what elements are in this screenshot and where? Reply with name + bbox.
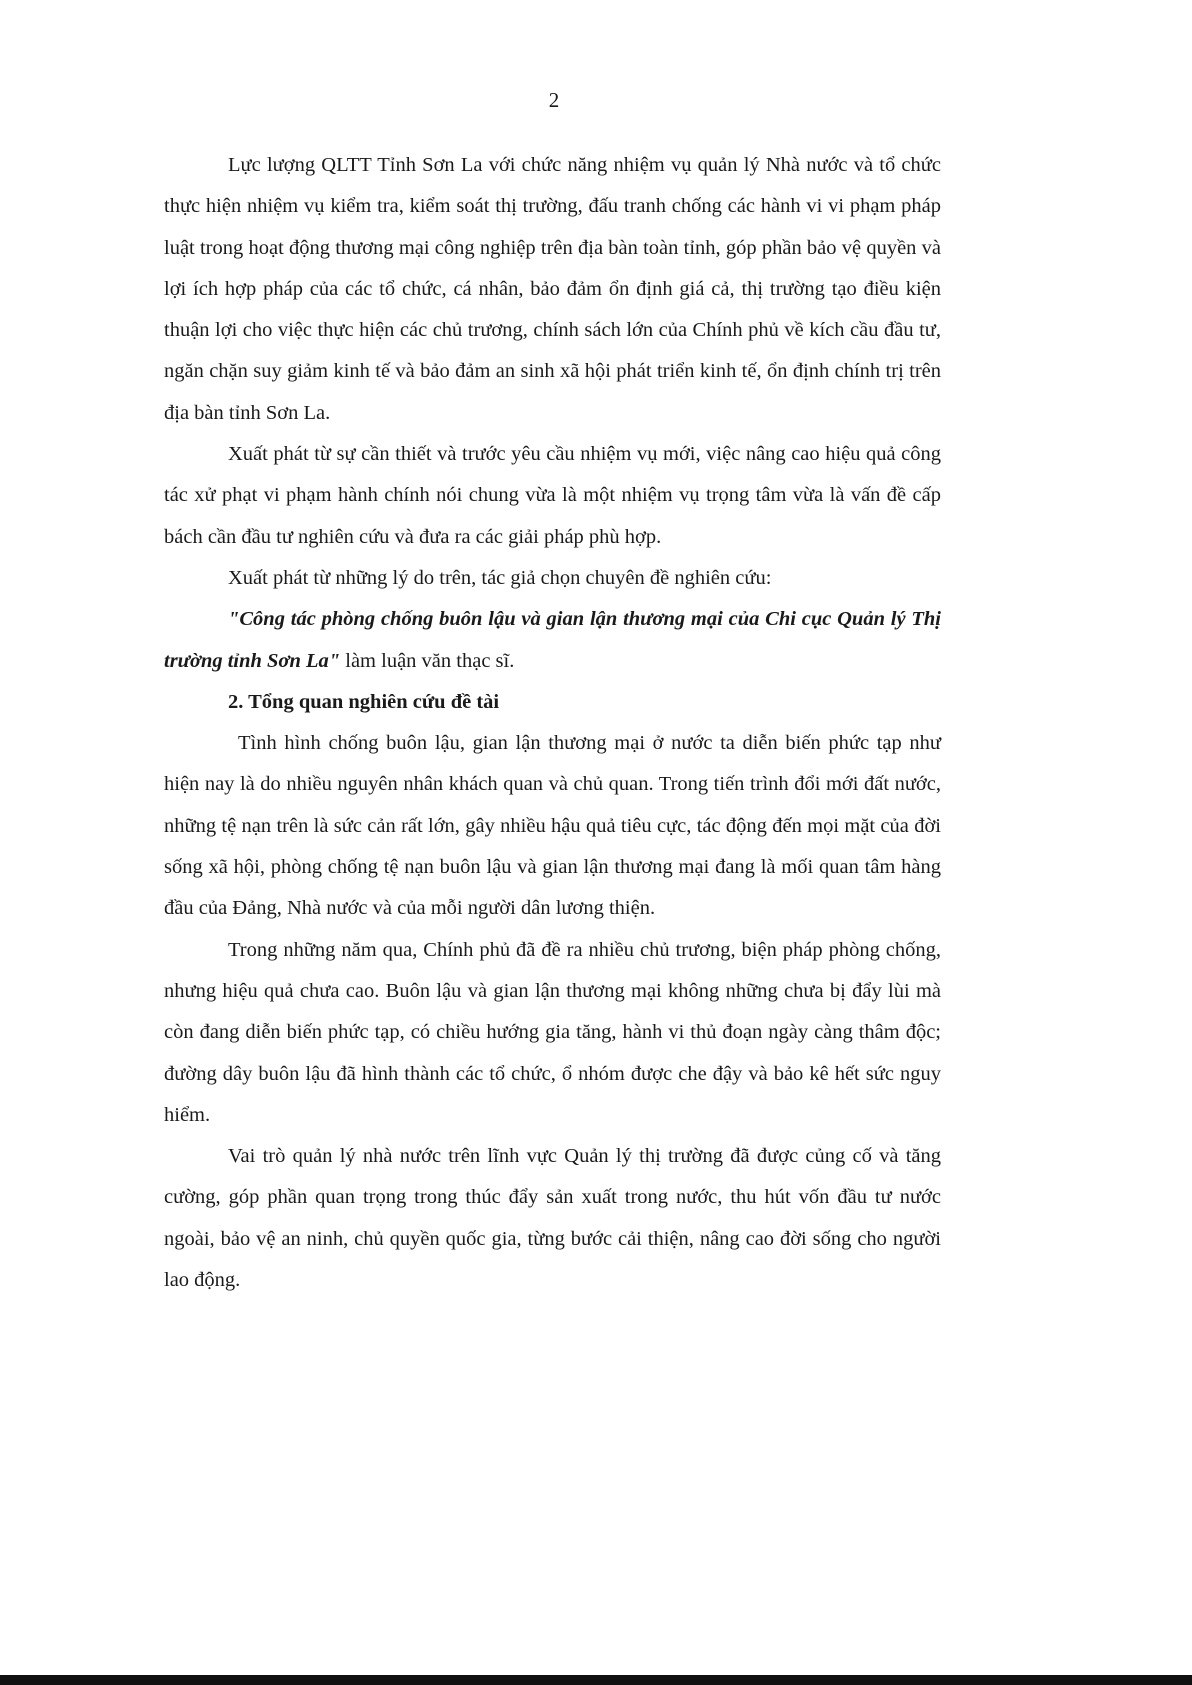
thesis-topic-suffix: làm luận văn thạc sĩ. [340,649,515,672]
paragraph-5: Tình hình chống buôn lậu, gian lận thương mại ở nước ta diễn biến phức tạp như hiện nay là do nhiều nguyên nhân khách quan và chủ quan. Trong tiến trình đổi mới đất nước, những tệ nạn trên là sức cản rất lớn, gây nhiều hậu quả tiêu cực, tác động đến mọi mặt của đời sống xã hội, phòng chống tệ nạn buôn lậu và gian lận thương mại đang là mối quan tâm hàng đầu của Đảng, Nhà nước và của mỗi người dân lương thiện. [164,732,941,920]
thesis-topic-title: "Công tác phòng chống buôn lậu và gian lận thương mại của Chi cục Quản lý Thị trường tỉnh Sơn La" [164,608,941,672]
paragraph-2: Xuất phát từ sự cần thiết và trước yêu cầu nhiệm vụ mới, việc nâng cao hiệu quả công tác xử phạt vi phạm hành chính nói chung vừa là một nhiệm vụ trọng tâm vừa là vấn đề cấp bách cần đầu tư nghiên cứu và đưa ra các giải pháp phù hợp. [164,443,941,548]
bottom-border [0,1675,1192,1685]
document-body [164,145,941,1301]
paragraph-4 [164,599,941,682]
paragraph-7: Vai trò quản lý nhà nước trên lĩnh vực Quản lý thị trường đã được củng cố và tăng cường, góp phần quan trọng trong thúc đẩy sản xuất trong nước, thu hút vốn đầu tư nước ngoài, bảo vệ an ninh, chủ quyền quốc gia, từng bước cải thiện, nâng cao đời sống cho người lao động. [164,1145,941,1292]
paragraph-1: Lực lượng QLTT Tỉnh Sơn La với chức năng nhiệm vụ quản lý Nhà nước và tổ chức thực hiện nhiệm vụ kiểm tra, kiểm soát thị trường, đấu tranh chống các hành vi vi phạm pháp luật trong hoạt động thương mại công nghiệp trên địa bàn toàn tỉnh, góp phần bảo vệ quyền và lợi ích hợp pháp của các tổ chức, cá nhân, bảo đảm ổn định giá cả, thị trường tạo điều kiện thuận lợi cho việc thực hiện các chủ trương, chính sách lớn của Chính phủ về kích cầu đầu tư, ngăn chặn suy giảm kinh tế và bảo đảm an sinh xã hội phát triển kinh tế, ổn định chính trị trên địa bàn tỉnh Sơn La. [164,154,941,424]
paragraph-6: Trong những năm qua, Chính phủ đã đề ra nhiều chủ trương, biện pháp phòng chống, nhưng hiệu quả chưa cao. Buôn lậu và gian lận thương mại không những chưa bị đẩy lùi mà còn đang diễn biến phức tạp, có chiều hướng gia tăng, hành vi thủ đoạn ngày càng thâm độc; đường dây buôn lậu đã hình thành các tổ chức, ổ nhóm được che đậy và bảo kê hết sức nguy hiểm. [164,938,941,1126]
section-heading-2: 2. Tổng quan nghiên cứu đề tài [228,690,500,713]
page-number: 2 [548,88,560,112]
paragraph-3: Xuất phát từ những lý do trên, tác giả chọn chuyên đề nghiên cứu: [228,566,772,589]
